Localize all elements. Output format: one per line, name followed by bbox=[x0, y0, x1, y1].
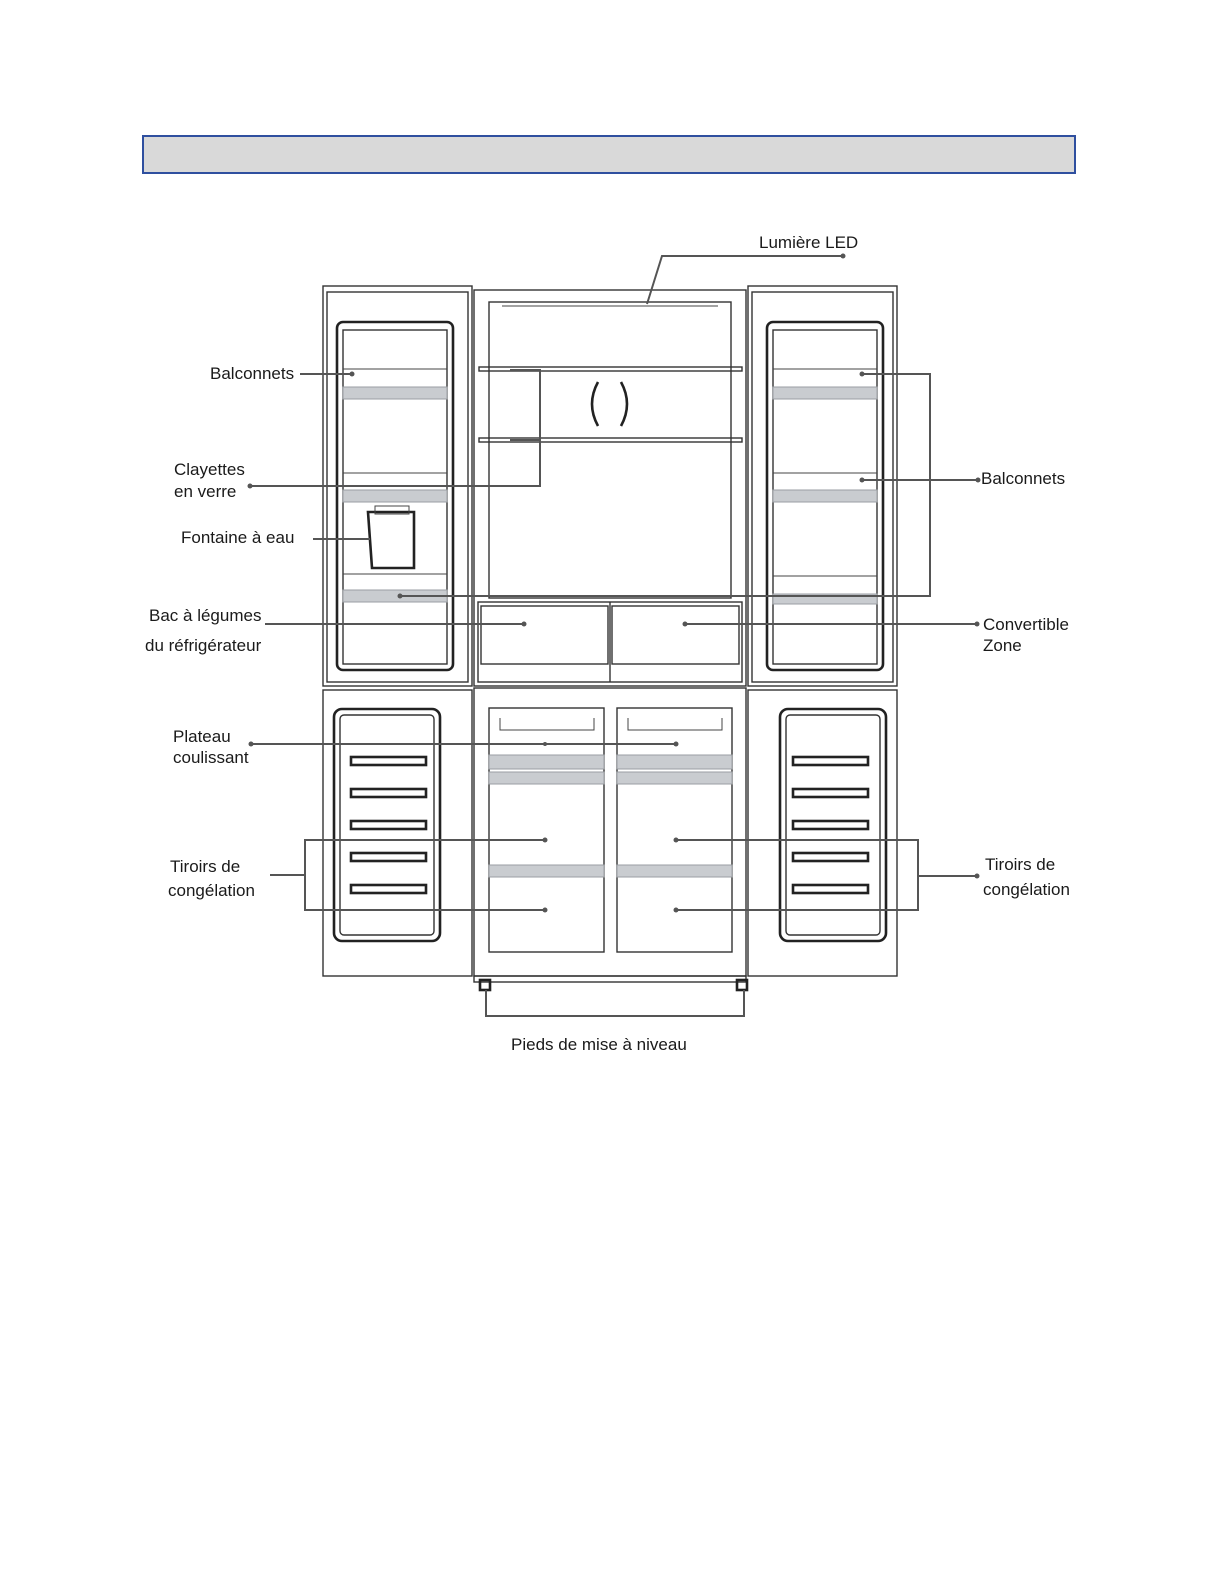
right-door-balcony-2 bbox=[773, 490, 877, 502]
left-freezer-door bbox=[323, 690, 472, 976]
freezer-drawer-divider-left bbox=[489, 865, 604, 877]
right-upper-door bbox=[748, 286, 897, 686]
label-tiroirs-right-line1: Tiroirs de bbox=[985, 855, 1056, 874]
freezer-compartment bbox=[474, 688, 746, 976]
left-freezer-grille bbox=[351, 757, 426, 893]
refrigerator-drawing bbox=[323, 286, 897, 990]
label-tiroirs-left-line2: congélation bbox=[168, 881, 255, 900]
sliding-tray-left bbox=[489, 755, 604, 769]
label-bac-line2: du réfrigérateur bbox=[145, 636, 262, 655]
sliding-tray-right bbox=[617, 755, 732, 769]
label-convertible-line2: Zone bbox=[983, 636, 1022, 655]
freezer-drawer-divider-right bbox=[617, 865, 732, 877]
label-convertible-line1: Convertible bbox=[983, 615, 1069, 634]
crisper-drawer bbox=[481, 606, 608, 664]
label-pieds: Pieds de mise à niveau bbox=[511, 1035, 687, 1054]
label-bac-line1: Bac à légumes bbox=[149, 606, 262, 625]
label-balconnets-left: Balconnets bbox=[210, 364, 295, 383]
left-door-balcony-2 bbox=[343, 490, 447, 502]
left-door-balcony-1 bbox=[343, 387, 447, 399]
label-clayettes-line2: en verre bbox=[174, 482, 237, 501]
label-balconnets-right: Balconnets bbox=[981, 469, 1066, 488]
label-fontaine: Fontaine à eau bbox=[181, 528, 295, 547]
right-freezer-grille bbox=[793, 757, 868, 893]
convertible-zone-drawer bbox=[612, 606, 739, 664]
air-vent-left bbox=[592, 382, 598, 426]
label-led-light: Lumière LED bbox=[759, 233, 859, 252]
label-tiroirs-left-line1: Tiroirs de bbox=[170, 857, 241, 876]
callout-lines bbox=[248, 254, 981, 1017]
water-dispenser bbox=[368, 512, 414, 568]
label-plateau-line1: Plateau bbox=[173, 727, 231, 746]
right-freezer-door bbox=[748, 690, 897, 976]
label-clayettes-line1: Clayettes bbox=[174, 460, 245, 479]
label-plateau-line2: coulissant bbox=[173, 748, 249, 767]
air-vent-right bbox=[621, 382, 627, 426]
right-door-balcony-1 bbox=[773, 387, 877, 399]
label-tiroirs-right-line2: congélation bbox=[983, 880, 1070, 899]
